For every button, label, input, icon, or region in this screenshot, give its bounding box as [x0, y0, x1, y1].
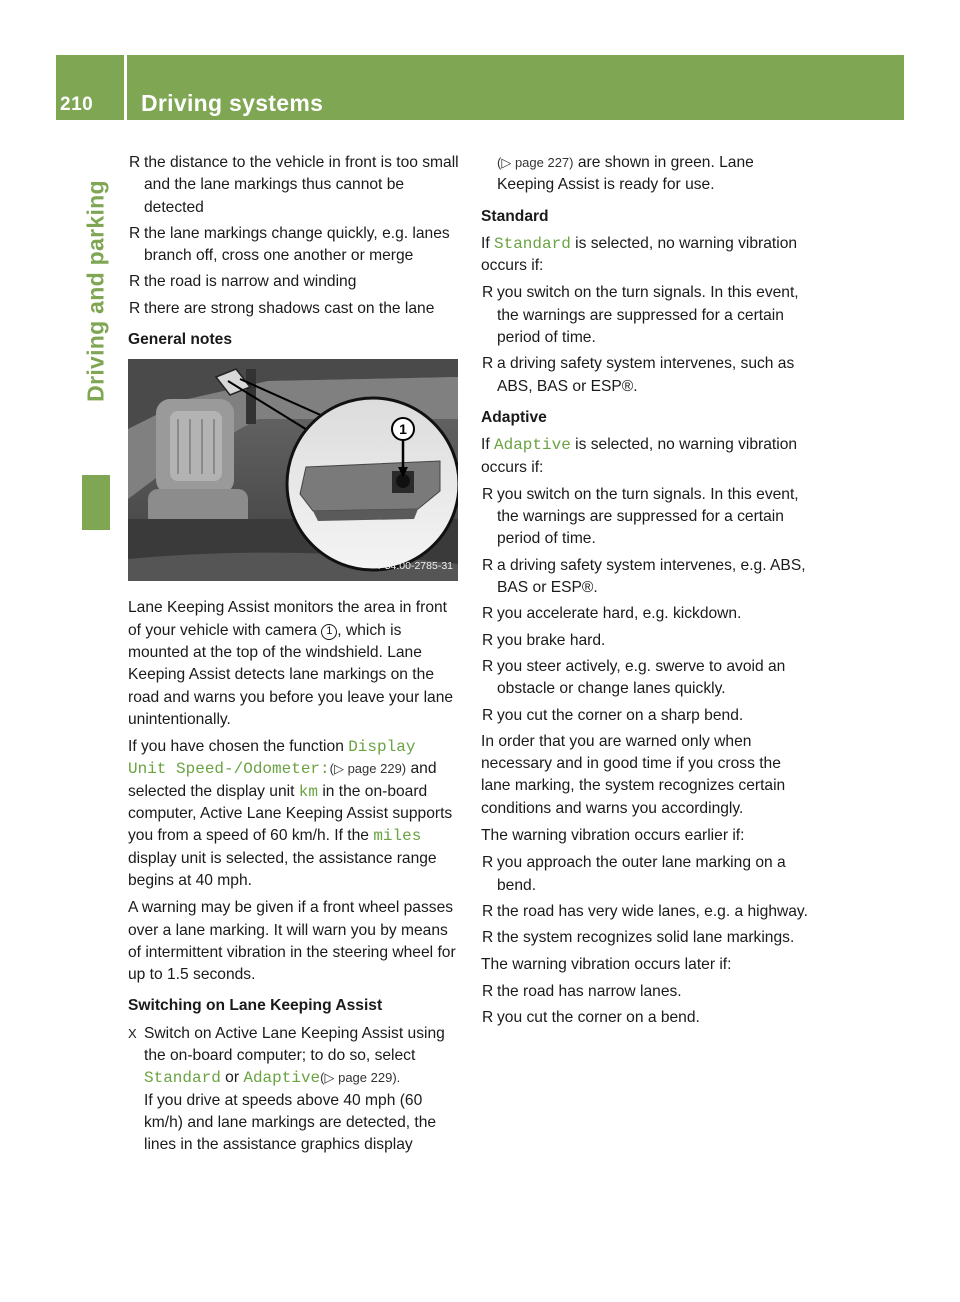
list-item [481, 981, 814, 1003]
step-text: If you drive at speeds above 40 mph (60 km/h) and lane markings are detected, the lines in the assistance graphics display [144, 1091, 437, 1154]
list-item-text: you cut the corner on a sharp bend. [497, 706, 744, 724]
figure-label: P54.00-2785-31 [377, 560, 453, 573]
figure-callout-number: 1 [399, 421, 407, 438]
display-term: Adaptive [494, 436, 571, 455]
display-term: km [298, 782, 318, 801]
paragraph [481, 233, 814, 278]
paragraph-text: Lane Keeping Assist monitors the area in front of your vehicle with camera [128, 599, 447, 639]
page-reference[interactable]: (▷ page 229) [329, 761, 407, 777]
list-item-text: there are strong shadows cast on the lane [144, 299, 435, 317]
page-title: Driving systems [141, 90, 324, 116]
section-heading: General notes [128, 331, 232, 349]
list-item [481, 555, 814, 600]
display-term: Display Unit Speed-/Odometer: [128, 738, 416, 779]
list-item-text: you brake hard. [497, 631, 606, 649]
list-item-text: you switch on the turn signals. In this event, the warnings are suppressed for a certain period of time. [497, 284, 799, 347]
camera-illustration [128, 359, 458, 581]
bullet-glyph: R [482, 355, 494, 373]
display-term: Adaptive [243, 1069, 321, 1088]
bullet-glyph: R [482, 902, 494, 920]
list-item [481, 603, 814, 625]
paragraph: The warning vibration occurs earlier if: [481, 827, 745, 845]
left-column [128, 152, 461, 1161]
list-item [481, 484, 814, 551]
paragraph: The warning vibration occurs later if: [481, 955, 732, 973]
step-arrow-glyph: X [128, 1025, 137, 1041]
list-item-text: you approach the outer lane marking on a bend. [497, 854, 786, 894]
paragraph [481, 152, 814, 197]
bullet-glyph: R [482, 284, 494, 302]
bullet-glyph: R [482, 605, 494, 623]
step-text: Switch on Active Lane Keeping Assist using the on-board computer; to do so, select [144, 1024, 445, 1065]
callout-number: 1 [321, 624, 337, 640]
list-item-text: you steer actively, e.g. swerve to avoid an obstacle or change lanes quickly. [497, 657, 786, 698]
step-text: or [220, 1069, 244, 1087]
list-item-text: the lane markings change quickly, e.g. lanes branch off, cross one another or merge [144, 224, 450, 265]
paragraph [128, 597, 461, 731]
section-heading: Adaptive [481, 408, 547, 426]
list-item-text: you cut the corner on a bend. [497, 1009, 700, 1027]
list-item-text: you switch on the turn signals. In this event, the warnings are suppressed for a certain period of time. [497, 485, 799, 548]
bullet-glyph: R [129, 154, 141, 171]
bullet-glyph: R [482, 485, 494, 503]
instruction-step [128, 1023, 461, 1157]
list-item [481, 353, 814, 398]
list-item [481, 901, 814, 923]
paragraph-text: is selected, no warning vibration occurs if: [481, 234, 798, 275]
header-divider [124, 55, 127, 120]
right-column [481, 152, 814, 1033]
list-item-text: the system recognizes solid lane markings. [497, 929, 795, 947]
paragraph-text: display unit is selected, the assistance range begins at 40 mph. [128, 849, 437, 889]
list-item [481, 656, 814, 701]
bullet-glyph: R [129, 299, 141, 317]
bullet-glyph: R [482, 982, 494, 1000]
bullet-glyph: R [482, 1009, 494, 1027]
section-marker [82, 475, 110, 530]
list-item-text: the road has very wide lanes, e.g. a highway. [497, 902, 808, 920]
camera-figure [128, 359, 458, 581]
paragraph: In order that you are warned only when necessary and in good time if you cross the lane marking, the system recognizes certain conditions and warns you accordingly. [481, 732, 786, 817]
bullet-glyph: R [482, 854, 494, 872]
paragraph-text: If [481, 436, 494, 454]
list-item [128, 223, 461, 268]
list-item-text: you accelerate hard, e.g. kickdown. [497, 605, 742, 623]
bullet-glyph: R [482, 706, 494, 724]
list-item [128, 271, 461, 293]
page-reference[interactable]: (▷ page 227) [497, 155, 574, 170]
list-item-text: the road has narrow lanes. [497, 982, 682, 1000]
page-number: 210 [60, 94, 94, 115]
bullet-glyph: R [129, 224, 141, 242]
paragraph-text: in the on-board computer, Active Lane Keeping Assist supports you from a speed of 60 km/h. If the [128, 782, 453, 845]
section-tab [82, 136, 110, 446]
list-item [481, 927, 814, 949]
display-term: miles [373, 827, 422, 846]
list-item [481, 852, 814, 897]
bullet-glyph: R [129, 273, 141, 291]
paragraph-text: are shown in green. Lane Keeping Assist is ready for use. [497, 154, 754, 194]
paragraph-text: and selected the display unit [128, 760, 437, 800]
list-item-text: a driving safety system intervenes, such as ABS, BAS or ESP®. [497, 355, 795, 395]
list-item [128, 152, 461, 219]
section-heading: Switching on Lane Keeping Assist [128, 997, 383, 1015]
list-item [481, 705, 814, 727]
bullet-glyph: R [482, 657, 494, 675]
page-reference[interactable]: (▷ page 229). [320, 1070, 401, 1086]
paragraph-text: If you have chosen the function [128, 738, 349, 756]
paragraph: A warning may be given if a front wheel passes over a lane marking. It will warn you by means of intermittent vibration in the steering wheel for up to 1.5 seconds. [128, 899, 456, 984]
paragraph [128, 736, 461, 892]
list-item-text: the road is narrow and winding [144, 273, 357, 291]
list-item [481, 282, 814, 349]
list-item-text: the distance to the vehicle in front is too small and the lane markings thus cannot be detected [144, 154, 459, 216]
bullet-glyph: R [482, 929, 494, 947]
bullet-glyph: R [482, 631, 494, 649]
list-item [481, 1007, 814, 1029]
list-item [481, 630, 814, 652]
display-term: Standard [494, 234, 571, 253]
section-heading: Standard [481, 207, 549, 225]
display-term: Standard [144, 1069, 221, 1088]
bullet-glyph: R [482, 556, 494, 574]
paragraph-text: If [481, 234, 494, 252]
paragraph-text: , which is mounted at the top of the windshield. Lane Keeping Assist detects lane markings on the road and warns you before you leave your lane unintentionally. [128, 621, 454, 728]
list-item [128, 298, 461, 320]
section-tab-label: Driving and parking [82, 180, 109, 402]
list-item-text: a driving safety system intervenes, e.g. ABS, BAS or ESP®. [497, 556, 806, 597]
paragraph-text: is selected, no warning vibration occurs if: [481, 436, 798, 476]
paragraph [481, 434, 814, 479]
